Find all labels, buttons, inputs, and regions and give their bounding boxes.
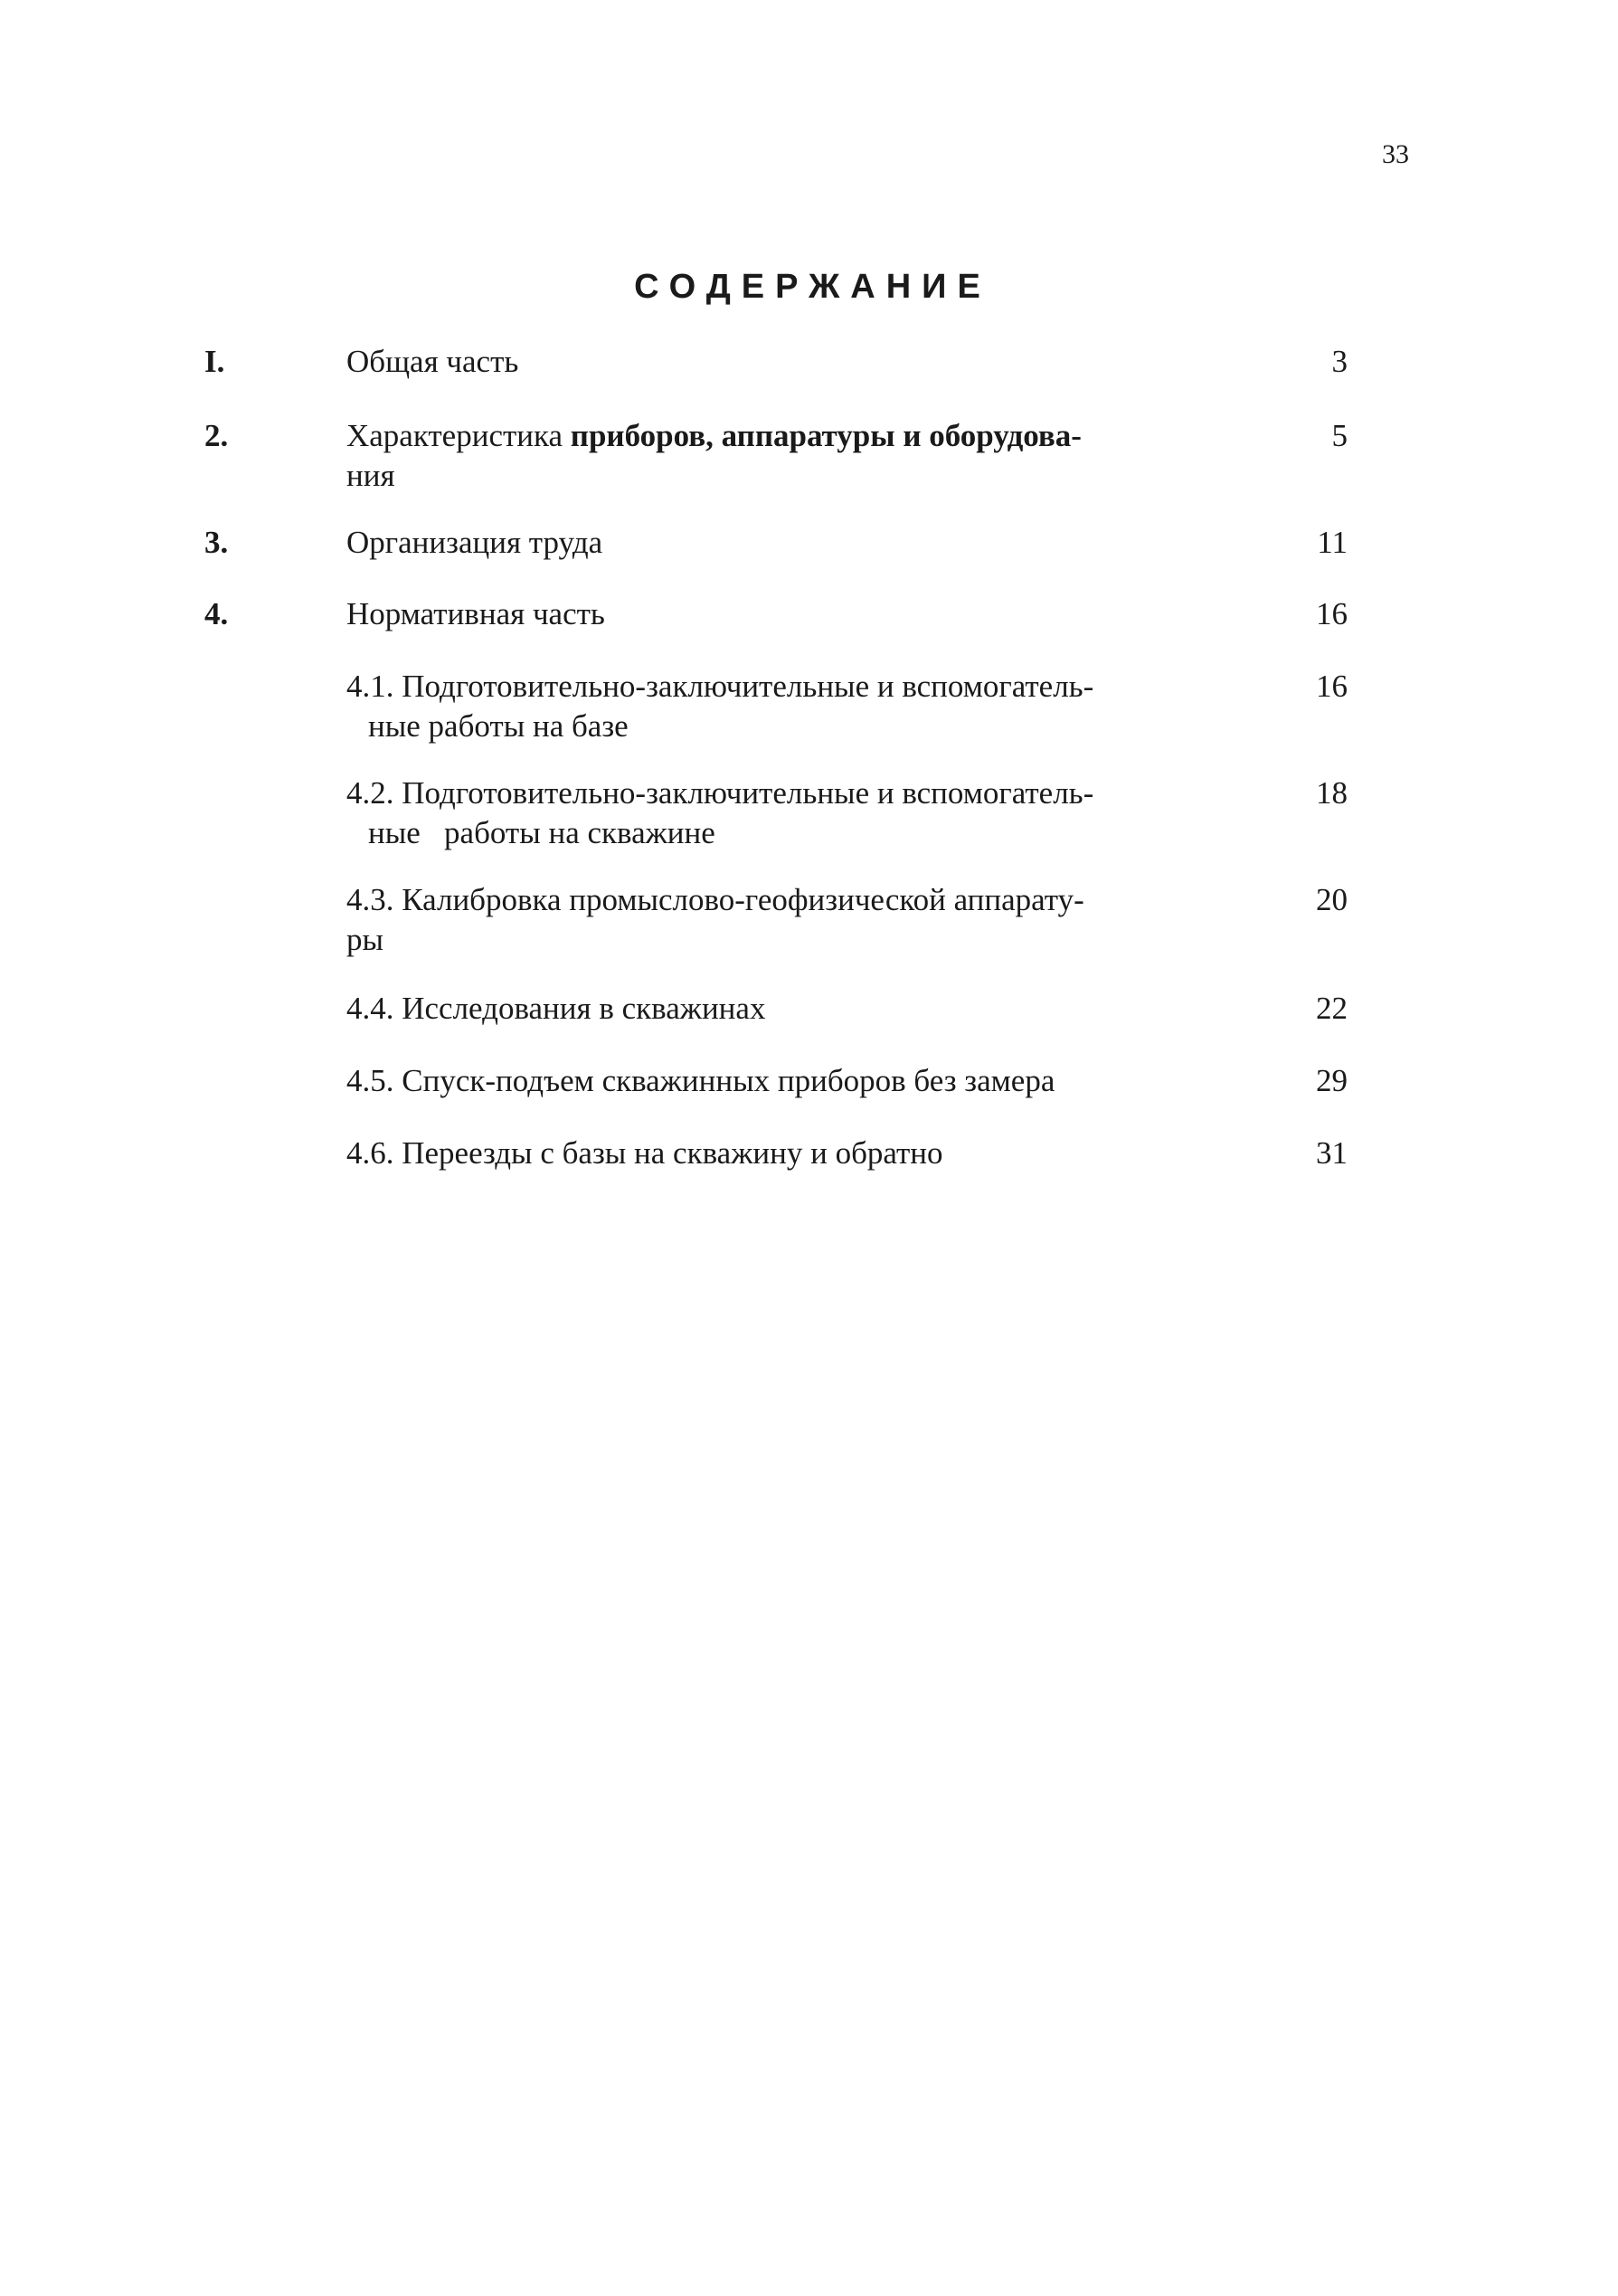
toc-entry-number: 4. (204, 596, 229, 631)
toc-entry-page: 16 (1316, 596, 1348, 631)
toc-subentry-title-continuation: ные работы на скважине (368, 815, 715, 850)
toc-entry-number: I. (204, 344, 225, 379)
toc-subentry-title-line: 4.1. Подготовительно-заключительные и вспомогатель- (346, 669, 1094, 704)
toc-subentry-title (346, 773, 1160, 853)
toc-subentry-page: 20 (1316, 882, 1348, 917)
toc-entry-title: Общая часть (346, 344, 519, 379)
toc-entry-title: Организация труда (346, 525, 603, 560)
toc-entry-title-bold: приборов, аппаратуры и оборудова- (570, 418, 1082, 453)
toc-subentry-page: 16 (1316, 669, 1348, 704)
toc-subentry-title: 4.6. Переезды с базы на скважину и обратно (346, 1135, 943, 1171)
toc-subentry-title-line: 4.3. Калибровка промыслово-геофизической аппарату- (346, 882, 1084, 917)
toc-entry-title-plain: Характеристика (346, 418, 571, 453)
toc-subentry-title-continuation: ры (346, 922, 384, 957)
toc-subentry-page: 22 (1316, 991, 1348, 1026)
toc-entry-page: 3 (1331, 344, 1348, 379)
toc-entry-number: 3. (204, 525, 229, 560)
toc-entry-page: 5 (1331, 418, 1348, 453)
toc-entry-title: Нормативная часть (346, 596, 605, 631)
toc-subentry-title-continuation: ные работы на базе (368, 708, 629, 744)
toc-entry-number: 2. (204, 418, 229, 453)
toc-subentry-page: 31 (1316, 1135, 1348, 1171)
toc-subentry-title (346, 880, 1160, 960)
toc-subentry-title: 4.4. Исследования в скважинах (346, 991, 766, 1026)
toc-subentry-title (346, 667, 1160, 746)
toc-subentry-page: 18 (1316, 775, 1348, 811)
toc-entry-title (346, 416, 1160, 496)
toc-subentry-title-line: 4.2. Подготовительно-заключительные и вспомогатель- (346, 775, 1094, 811)
toc-subentry-title: 4.5. Спуск-подъем скважинных приборов без замера (346, 1063, 1055, 1098)
toc-subentry-page: 29 (1316, 1063, 1348, 1098)
page-number: 33 (1382, 139, 1409, 169)
toc-entry-title-continuation: ния (346, 458, 395, 493)
page-title: СОДЕРЖАНИЕ (634, 268, 991, 306)
toc-entry-page: 11 (1317, 525, 1348, 560)
